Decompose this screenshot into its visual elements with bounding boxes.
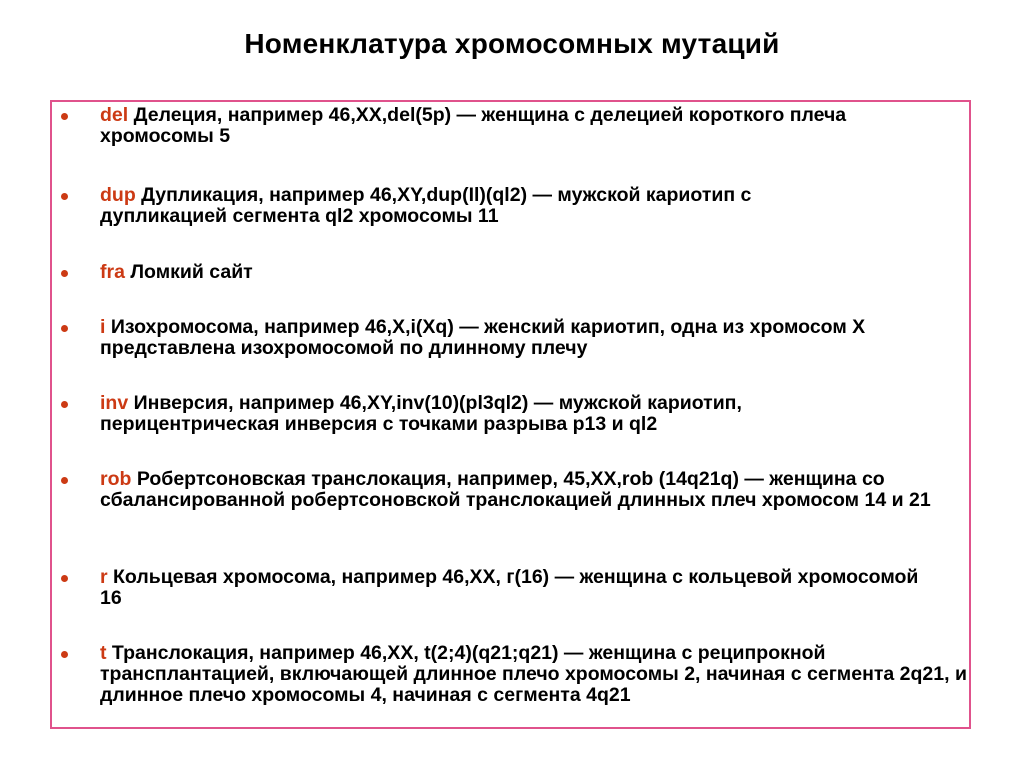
item-description: Транслокация, например 46,XX, t(2;4)(q21;q21) — женщина с реципрокной трансплантацией, включающей длинное плечо хромосомы 2, начиная с сегмента 2q21, и длинное плечо хромосомы 4, начиная с сегмента 4q21 — [100, 642, 967, 706]
bullet-icon — [61, 193, 68, 200]
item-description: Робертсоновская транслокация, например, 45,XX,rob (14q21q) — женщина со сбалансированной робертсоновской транслокацией длинных плеч хромосом 14 и 21 — [100, 468, 931, 511]
item-description: Кольцевая хромосома, например 46,XX, г(16) — женщина с кольцевой хромосомой 16 — [100, 566, 919, 609]
code-label: inv — [100, 392, 129, 414]
bullet-icon — [61, 651, 68, 658]
item-text — [100, 567, 920, 609]
bullet-icon — [61, 477, 68, 484]
code-label: rob — [100, 468, 132, 490]
item-text — [100, 317, 870, 359]
code-label: fra — [100, 261, 125, 283]
item-text — [100, 185, 870, 227]
item-description: Делеция, например 46,XX,del(5p) — женщина с делецией короткого плеча хромосомы 5 — [100, 104, 847, 147]
code-label: dup — [100, 184, 136, 206]
page-title: Номенклатура хромосомных мутаций — [244, 28, 780, 59]
bullet-icon — [61, 325, 68, 332]
bullet-icon — [61, 270, 68, 277]
item-text — [100, 469, 960, 511]
item-description: Изохромосома, например 46,X,i(Xq) — женский кариотип, одна из хромосом X представлена изохромосомой по длинному плечу — [100, 316, 866, 359]
item-text — [100, 643, 970, 706]
bullet-icon — [61, 401, 68, 408]
bullet-icon — [61, 575, 68, 582]
item-description: Ломкий сайт — [124, 261, 253, 283]
code-label: r — [100, 566, 108, 588]
code-label: i — [100, 316, 106, 338]
item-description: Дупликация, например 46,XY,dup(Il)(ql2) — мужской кариотип с дупликацией сегмента ql2 хромосомы 11 — [100, 184, 752, 227]
code-label: t — [100, 642, 107, 664]
bullet-icon — [61, 113, 68, 120]
item-description: Инверсия, например 46,XY,inv(10)(pl3ql2) — мужской кариотип, перицентрическая инверсия с точками разрыва p13 и ql2 — [100, 392, 742, 435]
item-text — [100, 262, 960, 283]
code-label: del — [100, 104, 129, 126]
item-text — [100, 105, 880, 147]
item-text — [100, 393, 860, 435]
content-box — [50, 100, 971, 729]
